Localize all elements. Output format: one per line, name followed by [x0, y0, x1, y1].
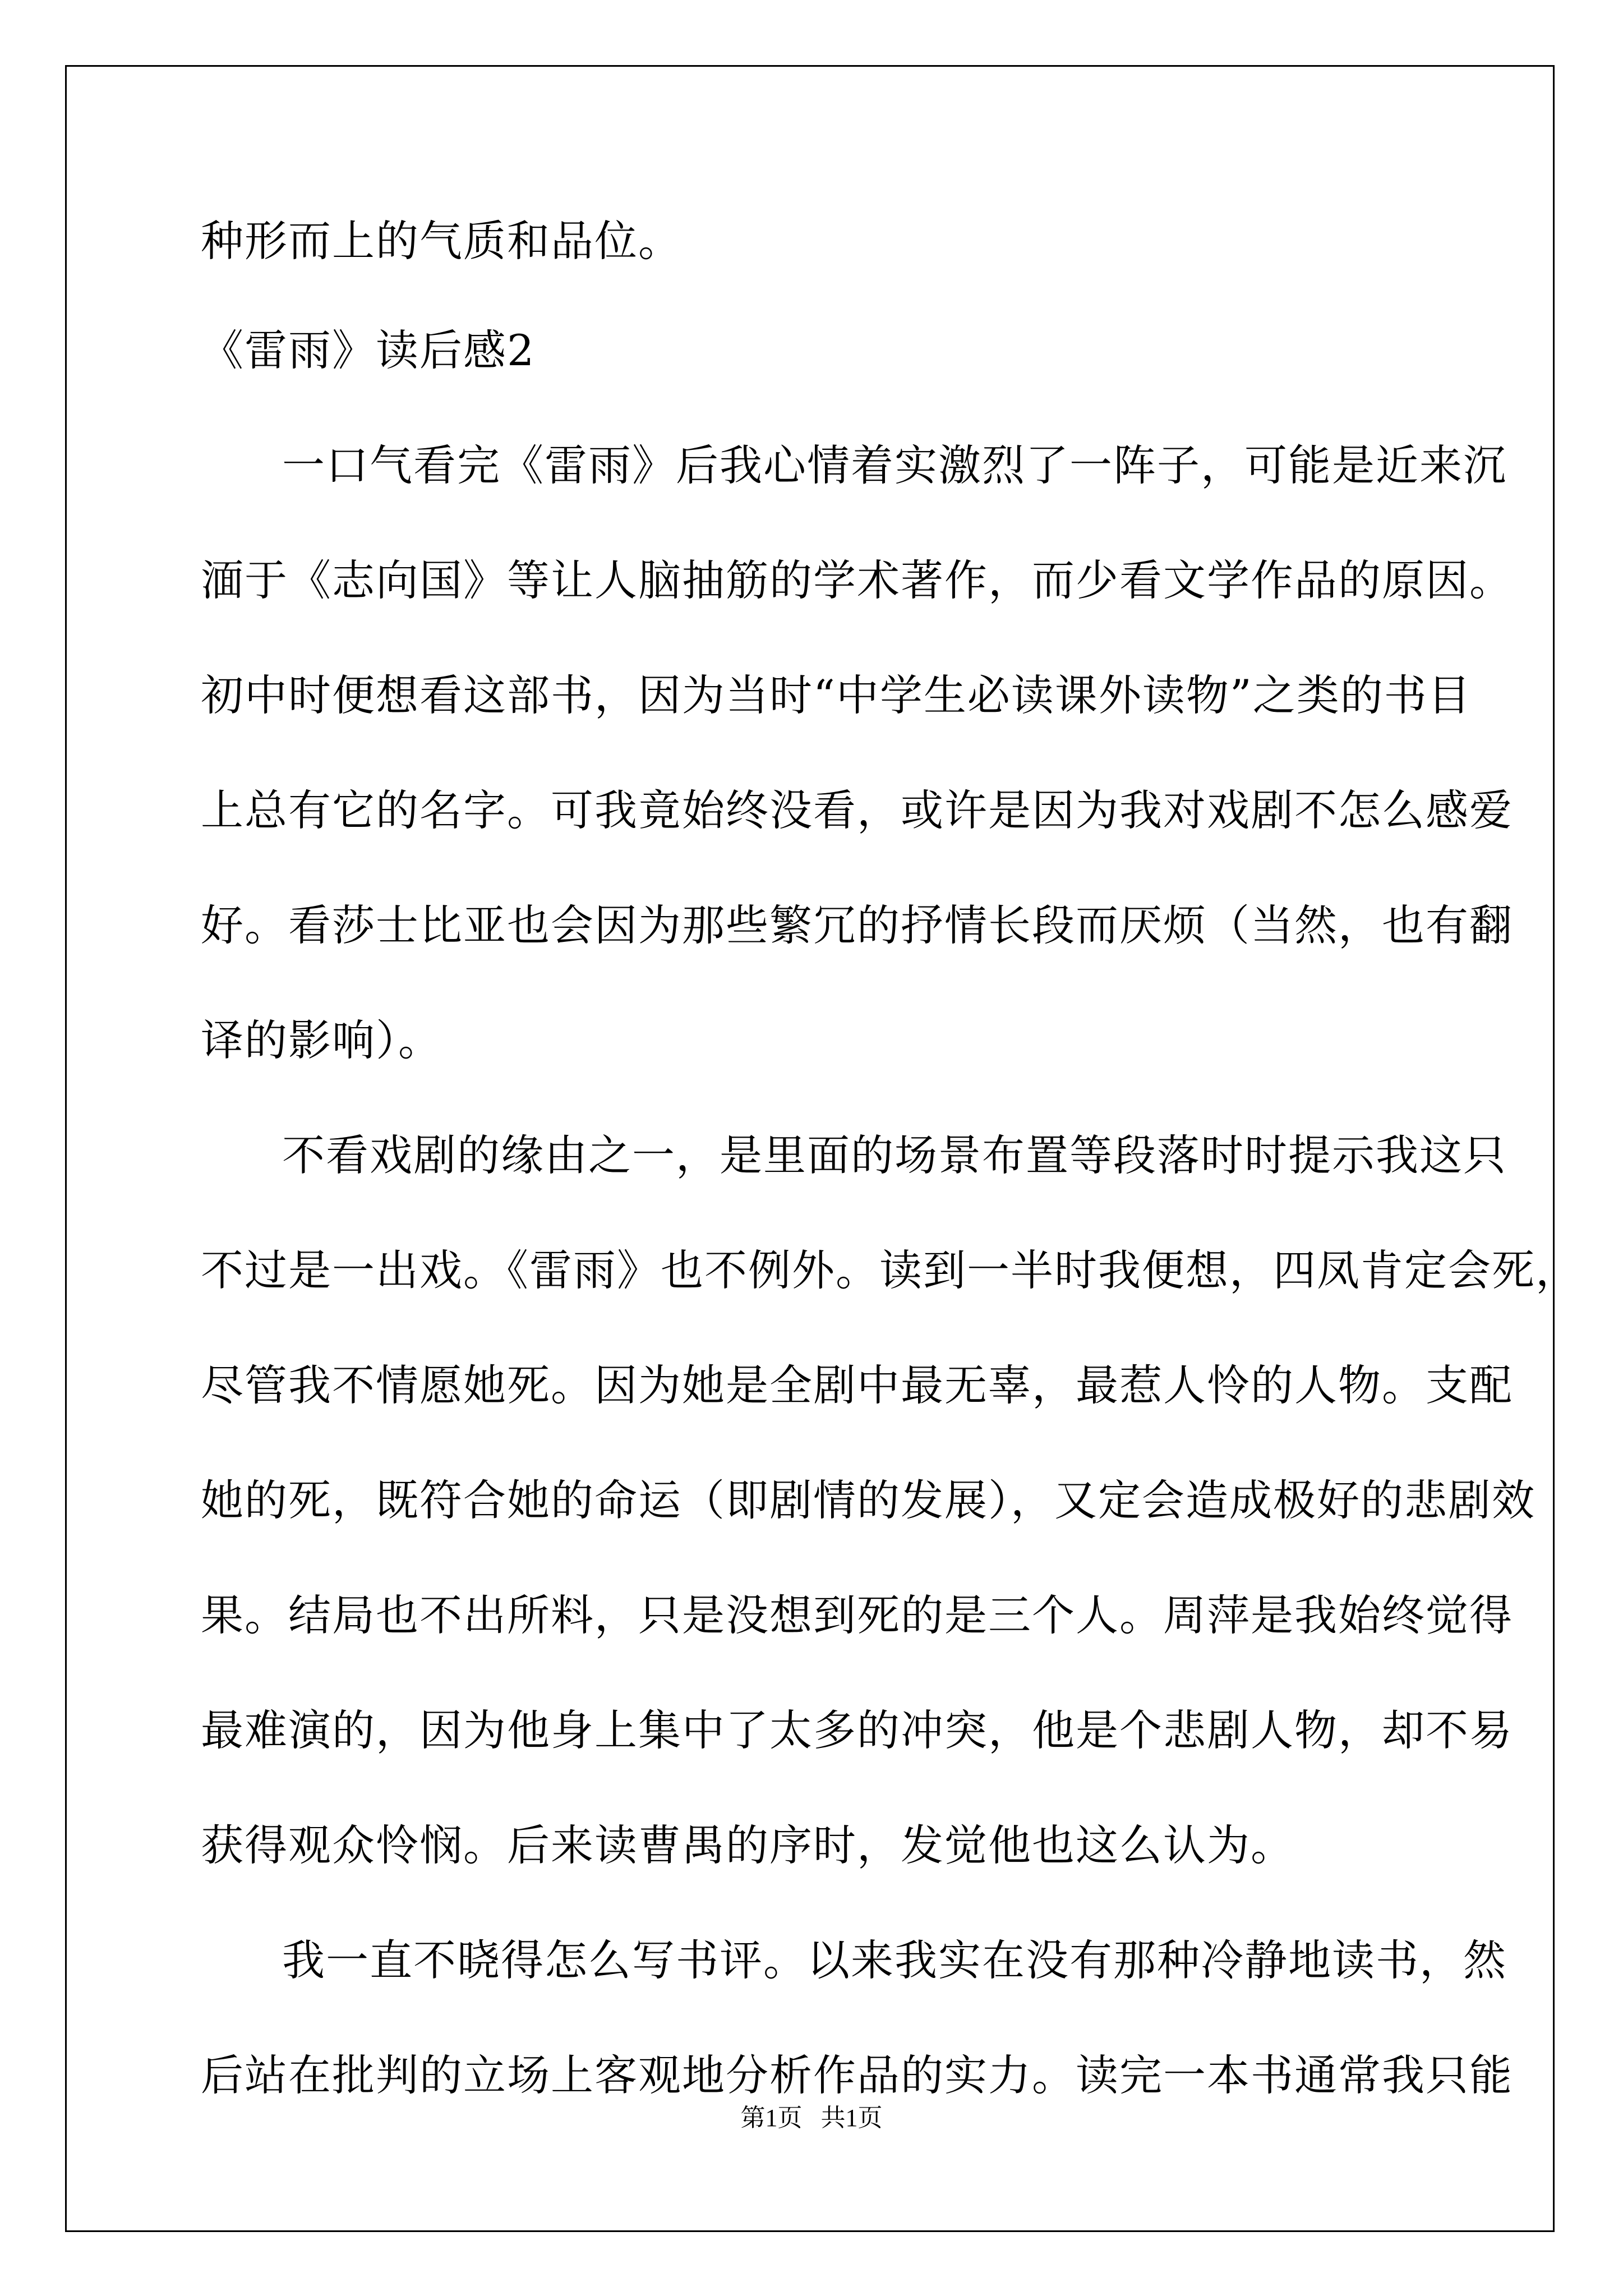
text-line: 一口气看完《雷雨》后我心情着实激烈了一阵子，可能是近来沉 [282, 440, 1507, 490]
text-line: 尽管我不情愿她死。因为她是全剧中最无辜，最惹人怜的人物。支配 [201, 1360, 1513, 1410]
text-line: 上总有它的名字。可我竟始终没看，或许是因为我对戏剧不怎么感爱 [201, 785, 1513, 835]
text-line: 不看戏剧的缘由之一，是里面的场景布置等段落时时提示我这只 [282, 1130, 1507, 1180]
text-line: 好。看莎士比亚也会因为那些繁冗的抒情长段而厌烦（当然，也有翻 [201, 900, 1513, 950]
text-line: 种形而上的气质和品位。 [201, 216, 682, 266]
text-line: 后站在批判的立场上客观地分析作品的实力。读完一本书通常我只能 [201, 2050, 1513, 2100]
text-line: 她的死，既符合她的命运（即剧情的发展），又定会造成极好的悲剧效 [201, 1475, 1536, 1525]
text-line: 我一直不晓得怎么写书评。以来我实在没有那种冷静地读书，然 [282, 1935, 1507, 1985]
page-footer: 第1页 共1页 [740, 2104, 883, 2132]
text-line: 译的影响）。 [201, 1015, 442, 1065]
text-line: 湎于《志向国》等让人脑抽筋的学术著作，而少看文学作品的原因。 [201, 555, 1513, 605]
text-line: 初中时便想看这部书，因为当时“中学生必读课外读物”之类的书目 [201, 670, 1472, 720]
text-line: 获得观众怜悯。后来读曹禺的序时，发觉他也这么认为。 [201, 1820, 1294, 1870]
section-heading: 《雷雨》读后感2 [201, 325, 536, 375]
text-line: 最难演的，因为他身上集中了太多的冲突，他是个悲剧人物，却不易 [201, 1705, 1513, 1755]
text-line: 果。结局也不出所料，只是没想到死的是三个人。周萍是我始终觉得 [201, 1590, 1513, 1640]
text-line: 不过是一出戏。《雷雨》也不例外。读到一半时我便想，四凤肯定会死， [201, 1245, 1579, 1295]
